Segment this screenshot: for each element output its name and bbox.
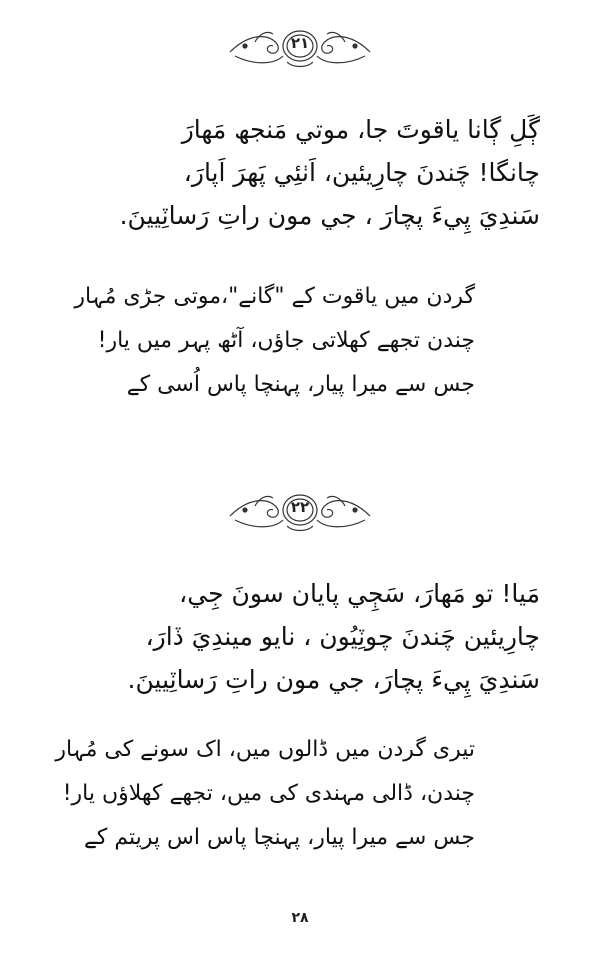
sindhi-line: چانگا! چَندنَ چارِيئين، اَٺئِي پَھرَ اَپارَ،: [183, 158, 540, 187]
sindhi-line: ڳَلِ ڳانا ياقوتَ جا، موتي مَنجھ مَھارَ: [181, 115, 540, 144]
urdu-translation: [55, 728, 475, 860]
verse-number: ۲۱: [290, 34, 310, 52]
page-number: ۲۸: [291, 910, 309, 926]
urdu-line: گردن میں یاقوت کے "گانے"،موتی جڑی مُہار: [74, 284, 475, 309]
verse-number-ornament: [225, 486, 375, 534]
urdu-translation: [74, 275, 475, 407]
sindhi-stanza: [60, 572, 540, 701]
sindhi-stanza: [60, 108, 540, 237]
sindhi-line: سَندِيَ پِيءَ پچارَ ، جي مون راتِ رَساٽِيينَ.: [119, 201, 540, 230]
verse-number-ornament: [225, 22, 375, 70]
urdu-line: چندن تجھے کھلاتی جاؤں، آٹھ پہر میں یار!: [97, 328, 475, 353]
sindhi-line: مَيا! تو مَھارَ، سَڄِي پايان سونَ جِي،: [179, 579, 540, 608]
sindhi-line: چارِيئين چَندنَ چوٽِيُون ، نايو ميندِيَ ڏارَ،: [145, 622, 540, 651]
urdu-line: جس سے میرا پیار، پہنچا پاس اس پریتم کے: [83, 825, 475, 850]
sindhi-line: سَندِيَ پِيءَ پچارَ، جي مون راتِ رَساٽِيينَ.: [127, 665, 540, 694]
urdu-line: تیری گردن میں ڈالوں میں، اک سونے کی مُہار: [55, 737, 475, 762]
urdu-line: چندن، ڈالی مہندی کی میں، تجھے کھلاؤں یار!: [62, 781, 475, 806]
urdu-line: جس سے میرا پیار، پہنچا پاس اُسی کے: [126, 372, 475, 397]
verse-number: ۲۲: [290, 498, 310, 516]
